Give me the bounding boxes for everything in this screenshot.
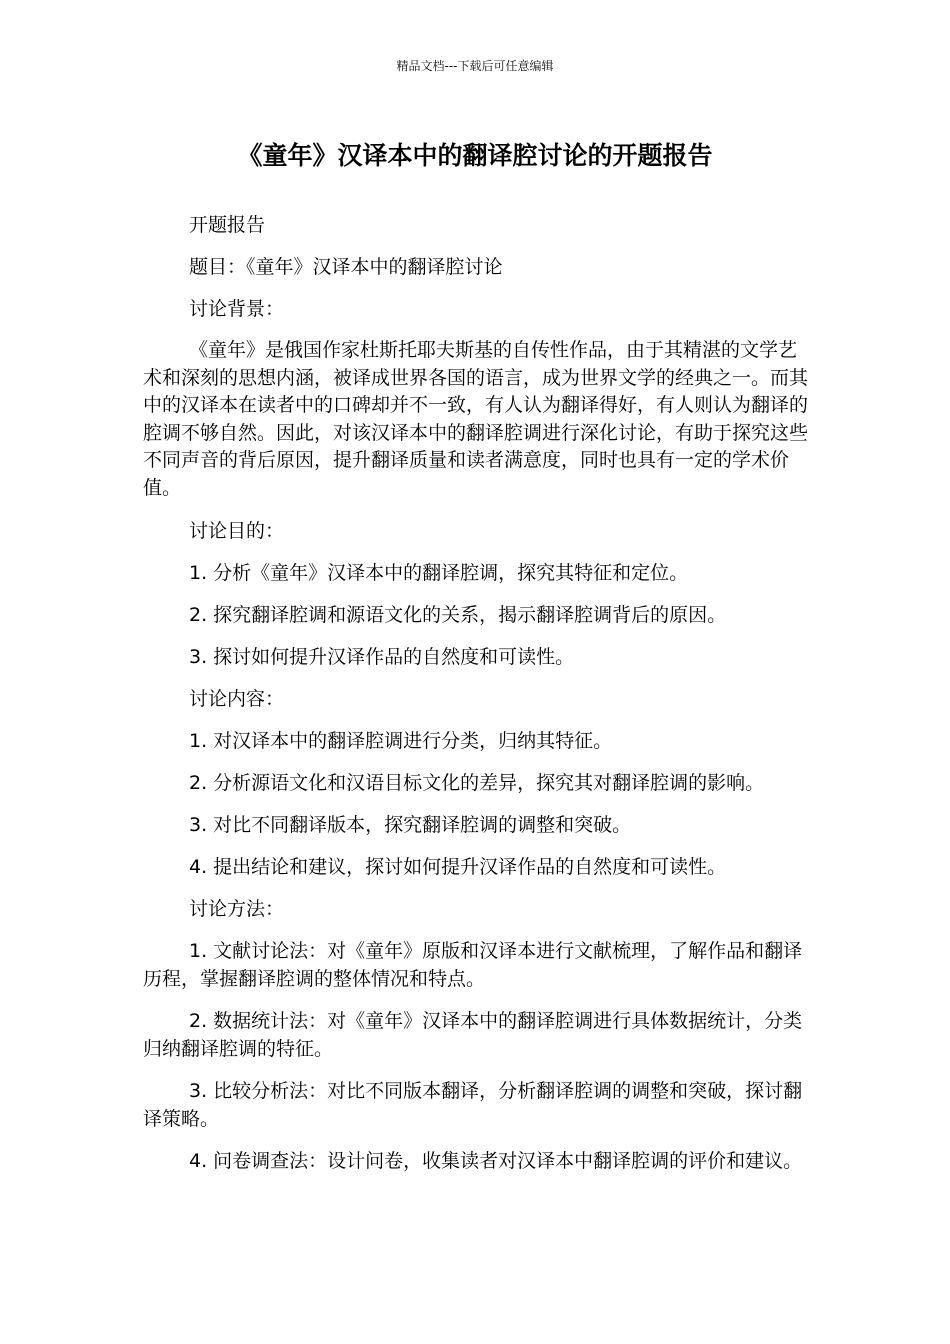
purpose-item-2: 2. 探究翻译腔调和源语文化的关系，揭示翻译腔调背后的原因。 — [189, 603, 727, 626]
background-paragraph: 《童年》是俄国作家杜斯托耶夫斯基的自传性作品，由于其精湛的文学艺术和深刻的思想内涵，被译成世界各国的语言，成为世界文学的经典之一。而其中的汉译本在读者中的口碑却并不一致，有人认为翻译得好，有人则认为翻译的腔调不够自然。因此，对该汉译本中的翻译腔调进行深化讨论，有助于探究这些不同声音的背后原因，提升翻译质量和读者满意度，同时也具有一定的学术价值。 — [143, 339, 809, 499]
topic-line: 题目：《童年》汉译本中的翻译腔讨论 — [189, 256, 503, 278]
section-heading-content: 讨论内容： — [189, 687, 285, 710]
content-item-2: 2. 分析源语文化和汉语目标文化的差异，探究其对翻译腔调的影响。 — [189, 771, 765, 794]
content-item-4: 4. 提出结论和建议，探讨如何提升汉译作品的自然度和可读性。 — [189, 855, 727, 878]
method-item-3: 3. 比较分析法：对比不同版本翻译，分析翻译腔调的调整和突破，探讨翻译策略。 — [143, 1079, 803, 1130]
purpose-item-1: 1. 分析《童年》汉译本中的翻译腔调，探究其特征和定位。 — [189, 561, 689, 584]
content-item-3: 3. 对比不同翻译版本，探究翻译腔调的调整和突破。 — [189, 813, 632, 836]
header-note: 精品文档---下载后可任意编辑 — [396, 59, 554, 73]
section-heading-background: 讨论背景： — [189, 298, 285, 320]
content-item-1: 1. 对汉译本中的翻译腔调进行分类，归纳其特征。 — [189, 729, 613, 752]
method-item-2: 2. 数据统计法：对《童年》汉译本中的翻译腔调进行具体数据统计，分类归纳翻译腔调的特征。 — [143, 1009, 803, 1060]
section-heading-purpose: 讨论目的： — [189, 519, 285, 542]
document-body — [143, 211, 815, 1189]
method-item-4: 4. 问卷调查法：设计问卷，收集读者对汉译本中翻译腔调的评价和建议。 — [189, 1149, 803, 1172]
purpose-item-3: 3. 探讨如何提升汉译作品的自然度和可读性。 — [189, 645, 575, 668]
document-title: 《童年》汉译本中的翻译腔讨论的开题报告 — [237, 141, 713, 170]
method-item-1: 1. 文献讨论法：对《童年》原版和汉译本进行文献梳理，了解作品和翻译历程，掌握翻译腔调的整体情况和特点。 — [143, 939, 803, 990]
section-heading-method: 讨论方法： — [189, 897, 285, 920]
section-label-report: 开题报告 — [189, 214, 266, 236]
